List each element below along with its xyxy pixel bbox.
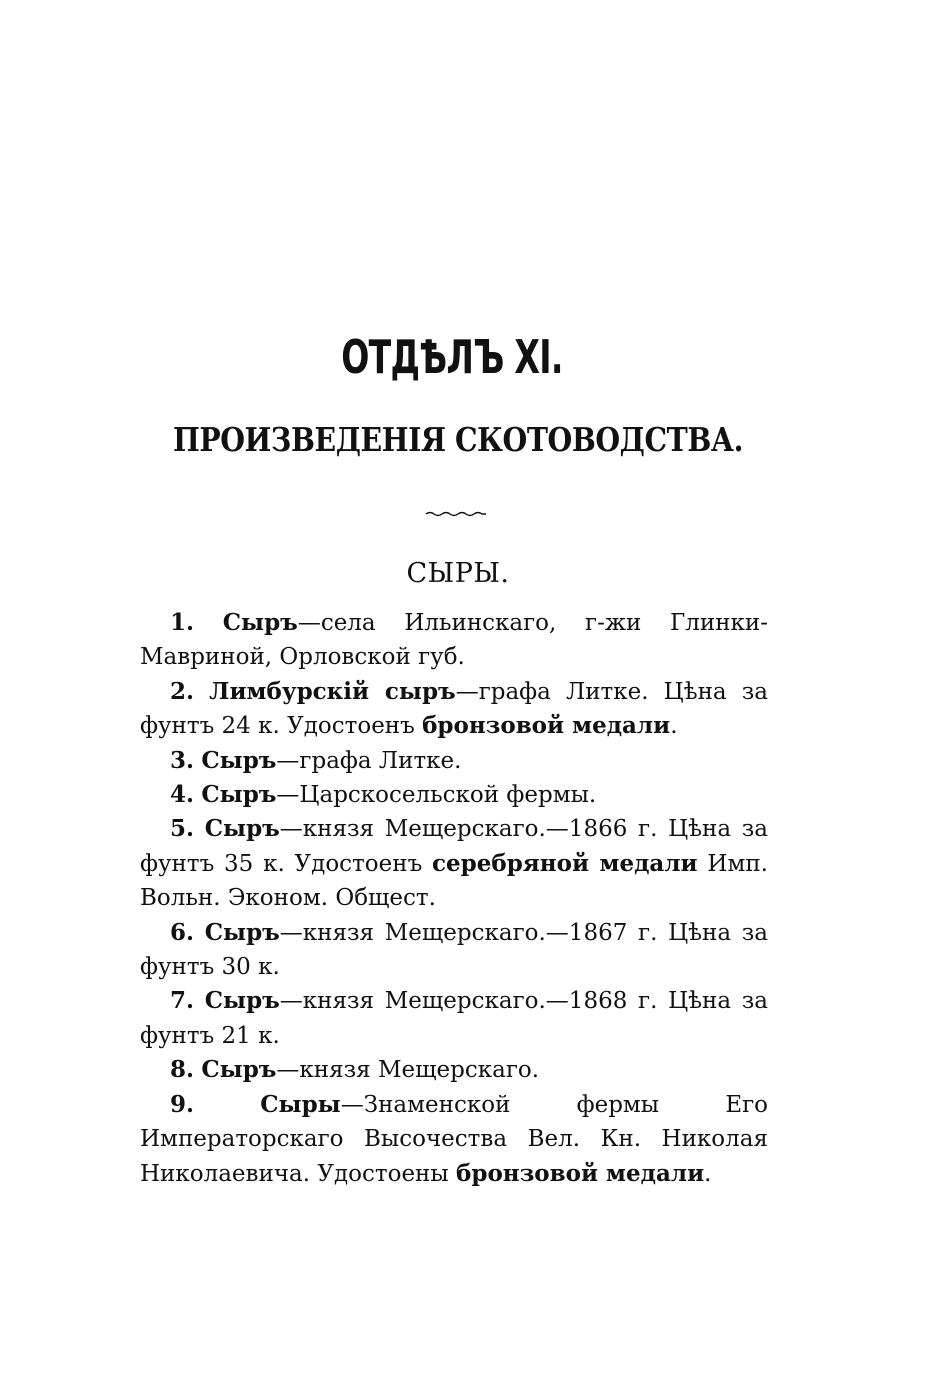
- entry-text: —графа Литке.: [276, 747, 462, 774]
- entry-award: серебряной медали: [432, 849, 698, 877]
- entry-name: Сыръ: [204, 815, 280, 843]
- entry-name: Сыръ: [204, 987, 280, 1015]
- entry-number: 2.: [170, 677, 195, 705]
- entry-name: Сыръ: [222, 609, 298, 636]
- entry-extra: .: [670, 713, 678, 740]
- entry-extra: .: [704, 1160, 712, 1187]
- entry-name: Сыръ: [201, 746, 277, 774]
- entry-item: [140, 675, 768, 744]
- entry-text: —князя Мещерскаго.—1868 г. Цѣна за фунтъ 21 к.: [140, 988, 768, 1049]
- entry-name: Сыръ: [201, 781, 277, 809]
- section-subtitle: ПРОИЗВЕДЕНІЯ СКОТОВОДСТВА.: [172, 420, 744, 459]
- entry-text: —князя Мещерскаго.—1866 г. Цѣна за фунтъ 35 к. Удостоенъ: [140, 816, 768, 877]
- entry-name: Сыръ: [201, 1056, 277, 1084]
- entry-number: 5.: [170, 815, 195, 843]
- entry-number: 4.: [170, 781, 195, 809]
- entry-text: —графа Литке. Цѣна за фунтъ 24 к. Удостоенъ: [140, 678, 769, 740]
- entry-number: 1.: [170, 609, 195, 636]
- entry-item: [140, 1088, 768, 1191]
- category-heading: СЫРЫ.: [406, 558, 510, 589]
- entry-text: —князя Мещерскаго.—1867 г. Цѣна за фунтъ 30 к.: [140, 919, 768, 981]
- entry-text: —Знаменской фермы Его Императорскаго Высочества Вел. Кн. Николая Николаевича. Удостоены: [140, 1091, 769, 1187]
- entry-number: 9.: [170, 1090, 195, 1118]
- entry-award: бронзовой медали: [422, 712, 671, 740]
- entry-number: 6.: [170, 918, 195, 946]
- entry-number: 3.: [170, 746, 195, 774]
- entry-award: бронзовой медали: [456, 1159, 705, 1187]
- entry-name: Сыръ: [204, 918, 280, 946]
- entry-name: Лимбурскій сыръ: [209, 677, 456, 705]
- entry-item: [140, 744, 768, 778]
- entry-number: 8.: [170, 1056, 195, 1084]
- entry-item: [140, 1053, 768, 1087]
- entry-text: —села Ильинскаго, г-жи Глинки-Мавриной, Орловской губ.: [140, 610, 769, 671]
- entry-number: 7.: [170, 987, 195, 1015]
- entry-extra: Имп. Вольн. Эконом. Общест.: [140, 850, 768, 912]
- decorative-divider: [424, 510, 488, 518]
- entry-item: [140, 778, 768, 812]
- section-title: ОТДѢЛЪ XI.: [341, 330, 563, 384]
- entry-item: [140, 606, 768, 675]
- entry-item: [140, 812, 768, 915]
- entry-name: Сыры: [260, 1090, 341, 1118]
- entry-text: —Царскосельской фермы.: [276, 782, 597, 809]
- entry-item: [140, 916, 768, 985]
- entry-list: [140, 606, 768, 1191]
- entry-item: [140, 984, 768, 1053]
- entry-text: —князя Мещерскаго.: [276, 1057, 540, 1084]
